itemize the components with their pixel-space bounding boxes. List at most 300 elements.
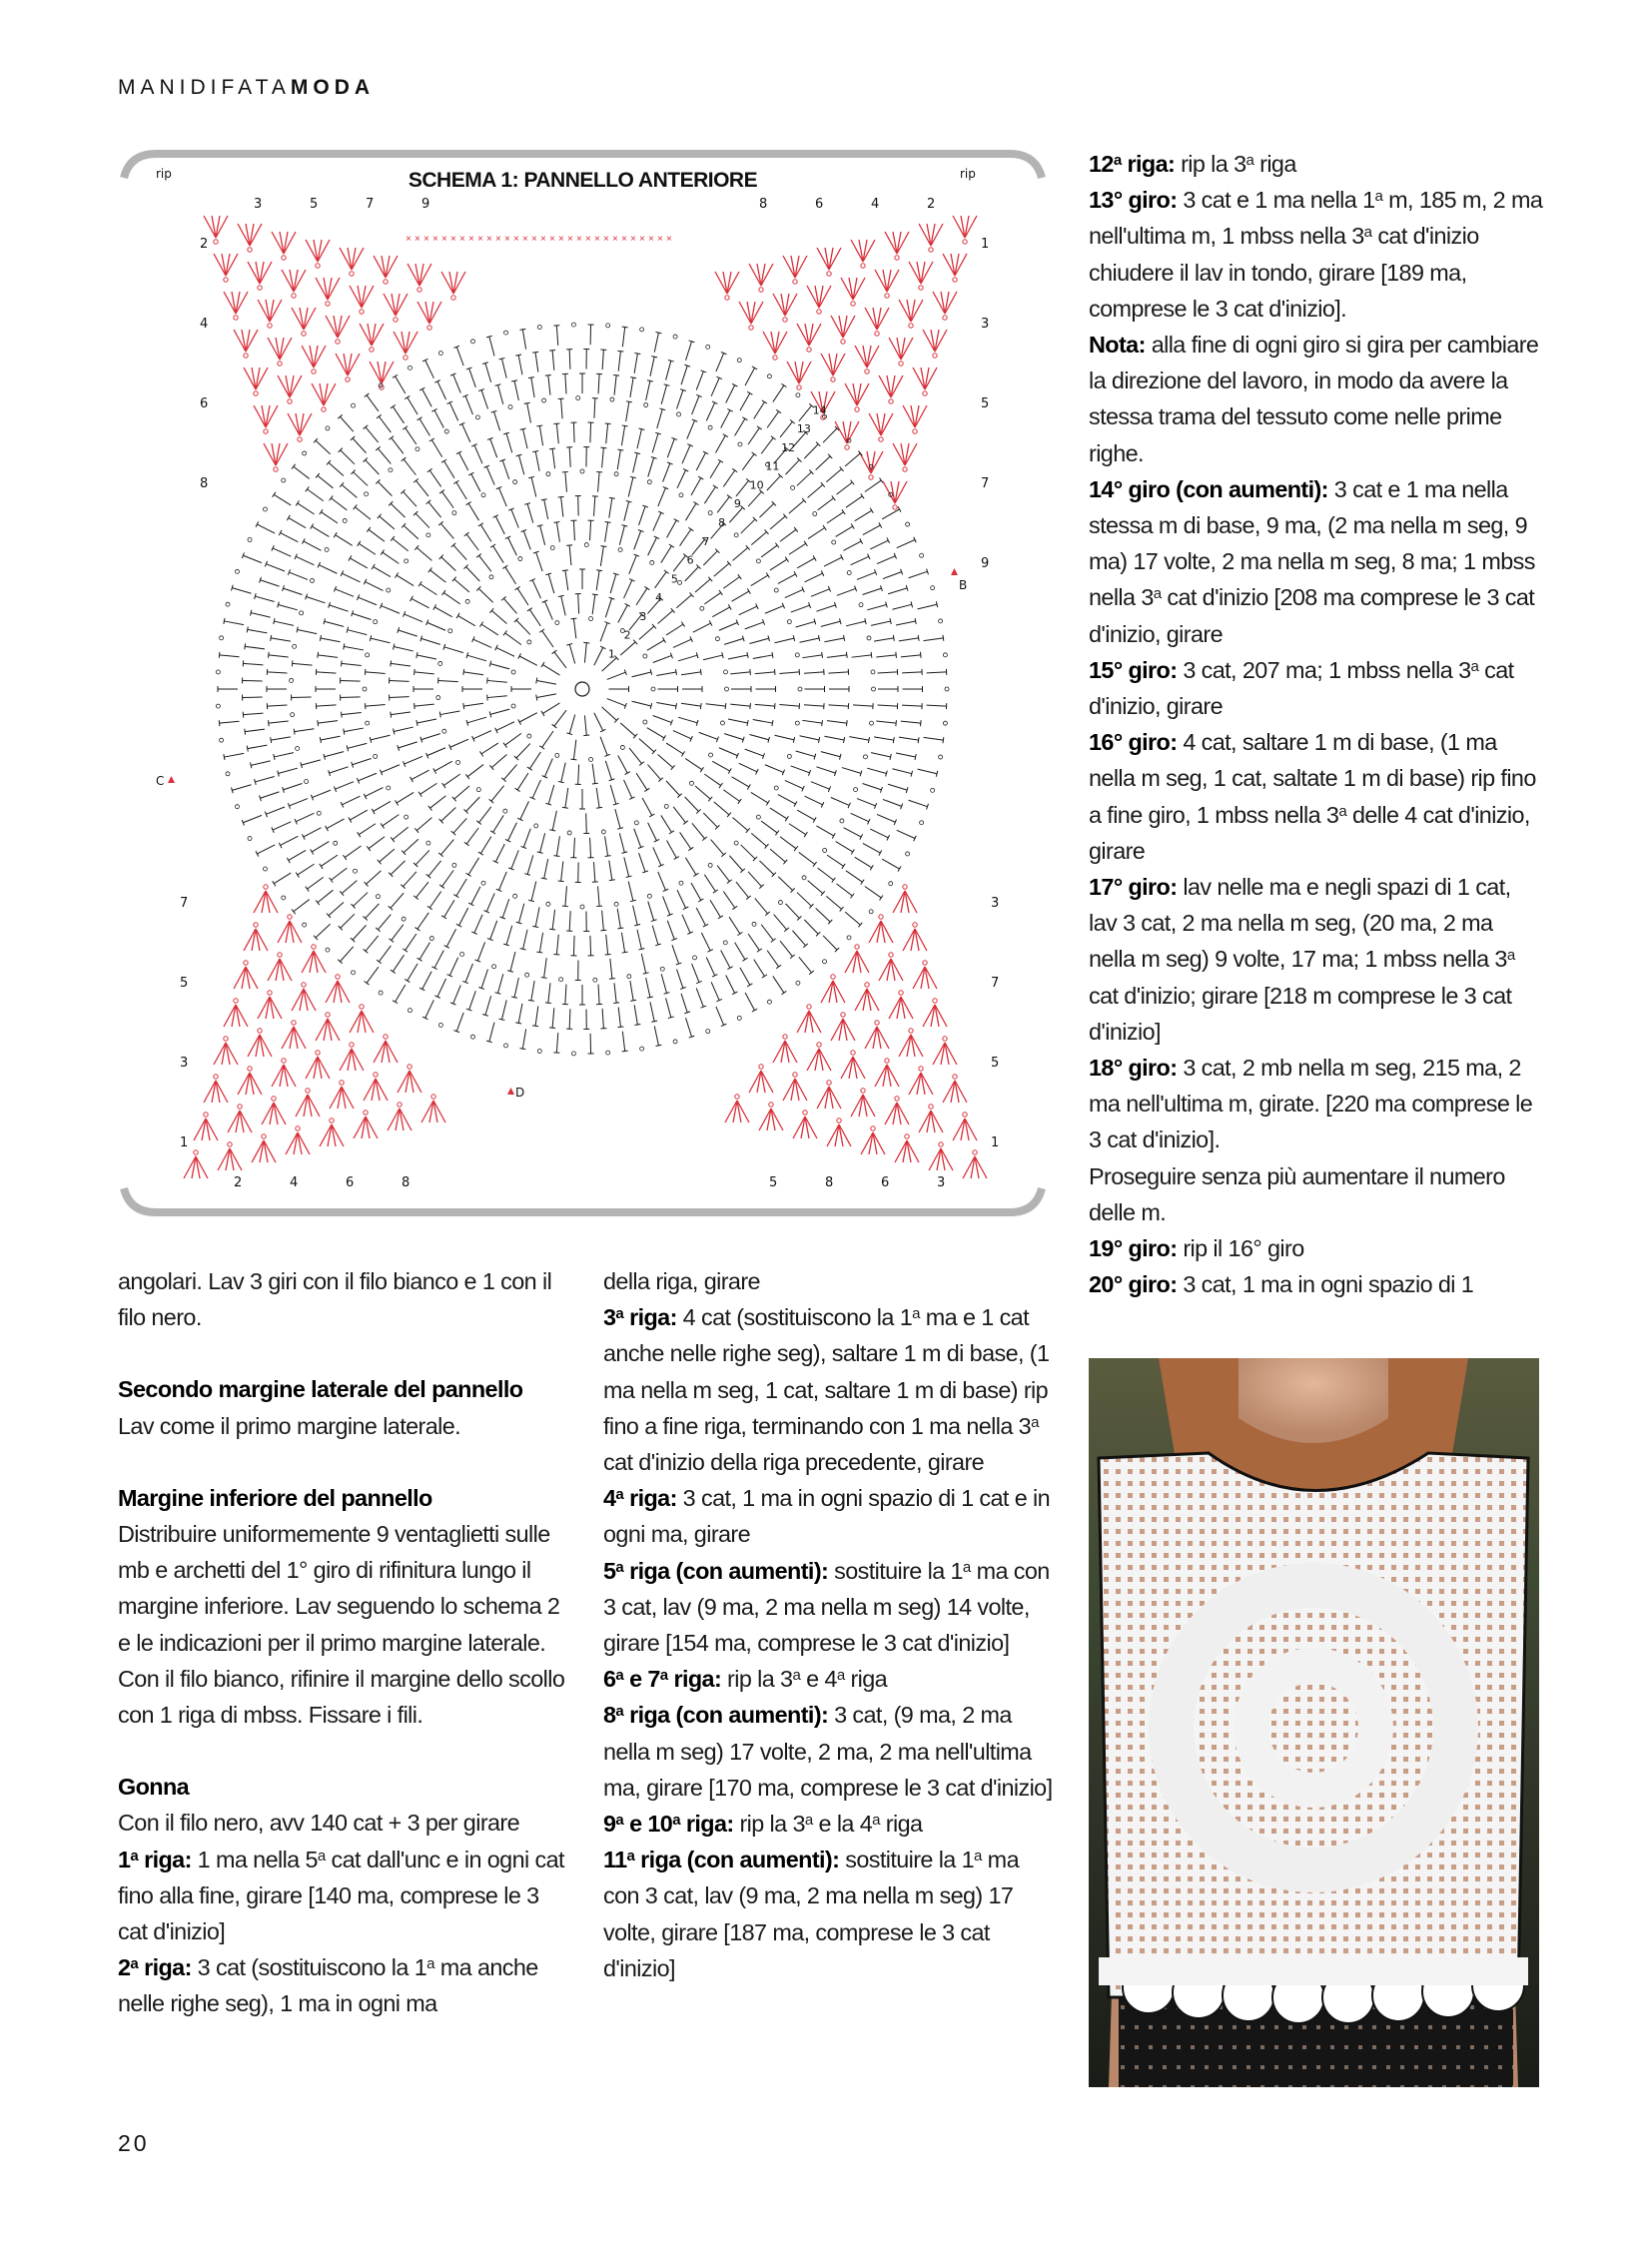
- double-crochet-stitch: [267, 705, 287, 706]
- double-crochet-stitch: [584, 643, 586, 663]
- instruction-step: 11$^a$ riga (con aumenti): sostituire la 1$^a$ ma con 3 cat, lav (9 ma, 2 ma nella m seg) 17 volte, girare [187 ma, comprese le 3 cat d'inizio]: [603, 1847, 1019, 1981]
- double-crochet-stitch: [536, 680, 556, 684]
- chain-stitch: [567, 831, 571, 835]
- double-crochet-stitch: [605, 761, 611, 780]
- chain-stitch: [756, 815, 760, 819]
- double-crochet-stitch: [479, 807, 491, 823]
- double-crochet-stitch: [561, 398, 562, 418]
- double-crochet-stitch: [615, 809, 620, 828]
- double-crochet-stitch: [569, 1009, 570, 1029]
- double-crochet-stitch: [327, 819, 345, 829]
- chain-stitch: [405, 815, 409, 819]
- double-crochet-stitch: [661, 815, 672, 832]
- chain-stitch: [767, 1000, 771, 1004]
- stitch-top: [502, 565, 507, 568]
- double-crochet-stitch: [732, 591, 749, 601]
- double-crochet-stitch: [406, 934, 416, 951]
- double-crochet-stitch: [609, 498, 612, 518]
- double-crochet-stitch: [680, 832, 691, 849]
- double-crochet-stitch: [824, 638, 844, 642]
- double-crochet-stitch: [797, 893, 812, 907]
- double-crochet-stitch: [780, 529, 796, 541]
- double-crochet-stitch: [251, 761, 270, 765]
- chain-stitch: [796, 981, 800, 985]
- stitch-top: [358, 541, 361, 546]
- chain-stitch: [618, 548, 622, 552]
- start-marker-icon: [168, 776, 175, 783]
- double-crochet-stitch: [648, 823, 657, 841]
- chain-stitch: [847, 571, 851, 575]
- stitch-top: [617, 1027, 623, 1028]
- double-crochet-stitch: [657, 409, 663, 428]
- double-crochet-stitch: [532, 780, 540, 798]
- page-number: 20: [118, 2130, 150, 2156]
- double-crochet-stitch: [366, 936, 379, 951]
- chain-stitch: [546, 902, 550, 906]
- double-crochet-stitch: [594, 862, 595, 882]
- chain-stitch: [783, 1035, 787, 1039]
- stitch-top: [541, 878, 547, 879]
- double-crochet-stitch: [846, 496, 862, 507]
- chain-stitch: [725, 687, 729, 691]
- double-crochet-stitch: [446, 929, 455, 947]
- double-crochet-stitch: [797, 558, 814, 568]
- double-crochet-stitch: [774, 915, 787, 930]
- stitch-top: [536, 425, 542, 426]
- double-crochet-stitch: [685, 503, 695, 520]
- stitch-top: [662, 735, 665, 740]
- double-crochet-stitch: [573, 619, 575, 639]
- chain-stitch: [923, 391, 927, 395]
- chain-stitch: [326, 948, 330, 952]
- double-crochet-stitch: [473, 731, 491, 739]
- double-crochet-stitch: [391, 861, 405, 875]
- chain-stitch: [708, 863, 712, 867]
- chain-stitch: [303, 923, 307, 927]
- stitch-top: [528, 377, 534, 378]
- double-crochet-stitch: [542, 703, 559, 714]
- chain-stitch: [827, 272, 831, 276]
- chain-stitch: [300, 611, 304, 615]
- chain-stitch: [475, 415, 479, 419]
- double-crochet-stitch: [927, 672, 947, 673]
- double-crochet-stitch: [552, 910, 554, 930]
- round-number-label: 9: [733, 497, 741, 511]
- chain-stitch: [885, 1059, 889, 1063]
- double-crochet-stitch: [637, 429, 641, 448]
- double-crochet-stitch: [359, 773, 378, 781]
- double-crochet-stitch: [799, 957, 812, 973]
- chain-stitch: [909, 1029, 913, 1033]
- double-crochet-stitch: [243, 815, 262, 822]
- double-crochet-stitch: [816, 605, 835, 611]
- double-crochet-stitch: [535, 907, 539, 927]
- round-number-label: 10: [749, 478, 764, 492]
- stitch-top: [898, 866, 901, 871]
- double-crochet-stitch: [653, 716, 672, 723]
- double-crochet-stitch: [308, 877, 324, 889]
- stitch-top: [683, 821, 688, 825]
- stitch-top: [393, 374, 398, 377]
- double-crochet-stitch: [494, 411, 500, 430]
- double-crochet-stitch: [598, 472, 600, 492]
- round-number-label: 8: [718, 516, 726, 530]
- double-crochet-stitch: [367, 871, 382, 884]
- chain-stitch: [885, 294, 889, 298]
- step-label: 19° giro:: [1089, 1235, 1178, 1262]
- row-number-label: 7: [981, 476, 990, 491]
- chain-stitch: [679, 493, 683, 497]
- double-crochet-stitch: [344, 646, 364, 650]
- double-crochet-stitch: [371, 735, 390, 740]
- double-crochet-stitch: [468, 503, 478, 520]
- double-crochet-stitch: [548, 375, 550, 395]
- double-crochet-stitch: [390, 697, 410, 698]
- chain-stitch: [405, 559, 409, 563]
- chain-stitch: [734, 533, 738, 537]
- double-crochet-stitch: [770, 849, 785, 862]
- stitch-top: [499, 1019, 505, 1020]
- stitch-top: [463, 669, 464, 675]
- double-crochet-stitch: [681, 366, 687, 384]
- stitch-top: [896, 720, 897, 726]
- double-crochet-stitch: [419, 418, 429, 435]
- double-crochet-stitch: [359, 543, 376, 554]
- chain-stitch: [614, 902, 618, 906]
- crochet-chart-drawing: [116, 148, 1050, 1218]
- double-crochet-stitch: [639, 626, 654, 639]
- double-crochet-stitch: [624, 857, 629, 876]
- double-crochet-stitch: [602, 447, 604, 467]
- chain-stitch: [871, 670, 875, 674]
- single-crochet-stitch: ×: [621, 234, 627, 245]
- double-crochet-stitch: [678, 655, 697, 661]
- stitch-top: [766, 800, 769, 805]
- double-crochet-stitch: [871, 753, 891, 757]
- double-crochet-stitch: [892, 769, 911, 774]
- double-crochet-stitch: [341, 914, 355, 928]
- chain-stitch: [234, 999, 238, 1003]
- double-crochet-stitch: [392, 437, 404, 453]
- chain-stitch: [398, 1103, 402, 1107]
- chain-stitch: [787, 754, 791, 758]
- double-crochet-stitch: [754, 960, 765, 977]
- chain-stitch: [945, 687, 949, 691]
- stitch-top: [552, 650, 557, 654]
- chain-stitch: [832, 540, 836, 544]
- double-crochet-stitch: [466, 797, 480, 811]
- stitch-top: [519, 1049, 525, 1050]
- double-crochet-stitch: [618, 1007, 620, 1027]
- stitch-top: [583, 642, 589, 643]
- double-crochet-stitch: [293, 663, 313, 665]
- double-crochet-stitch: [745, 993, 754, 1011]
- row-number-label: 7: [180, 896, 189, 911]
- stitch-top: [558, 595, 564, 596]
- stitch-top: [622, 1051, 628, 1052]
- chain-stitch: [350, 272, 354, 276]
- stitch-top: [644, 788, 649, 791]
- chain-stitch: [235, 805, 239, 809]
- chain-stitch: [503, 809, 507, 813]
- double-crochet-stitch: [606, 423, 608, 443]
- stitch-top: [600, 447, 606, 448]
- double-crochet-stitch: [594, 398, 595, 418]
- double-crochet-stitch: [341, 680, 361, 681]
- double-crochet-stitch: [826, 896, 841, 909]
- stitch-top: [558, 781, 564, 782]
- double-crochet-stitch: [514, 380, 518, 400]
- double-crochet-stitch: [824, 557, 842, 566]
- stitch-top: [793, 737, 794, 743]
- double-crochet-stitch: [467, 717, 486, 723]
- double-crochet-stitch: [789, 543, 806, 554]
- stitch-top: [776, 965, 781, 968]
- double-crochet-stitch: [393, 538, 409, 550]
- stitch-top: [553, 954, 559, 955]
- chain-stitch: [802, 876, 806, 880]
- double-crochet-stitch: [704, 592, 720, 603]
- double-crochet-stitch: [642, 798, 652, 816]
- stitch-top: [822, 652, 823, 658]
- stitch-top: [515, 788, 520, 791]
- double-crochet-stitch: [614, 375, 616, 395]
- stitch-top: [393, 1001, 398, 1004]
- double-crochet-stitch: [573, 422, 574, 442]
- chain-stitch: [387, 786, 391, 790]
- double-crochet-stitch: [590, 520, 591, 540]
- double-crochet-stitch: [701, 933, 710, 951]
- double-crochet-stitch: [491, 754, 506, 767]
- chain-stitch: [837, 1119, 841, 1122]
- chain-stitch: [823, 849, 827, 853]
- double-crochet-stitch: [342, 573, 360, 582]
- double-crochet-stitch: [519, 455, 524, 474]
- stitch-top: [634, 1024, 640, 1025]
- double-crochet-stitch: [393, 955, 404, 972]
- stitch-top: [681, 622, 684, 627]
- stitch-top: [429, 438, 434, 441]
- double-crochet-stitch: [243, 680, 263, 681]
- stitch-top: [700, 767, 703, 772]
- double-crochet-stitch: [656, 702, 676, 706]
- double-crochet-stitch: [366, 582, 384, 591]
- double-crochet-stitch: [425, 1000, 434, 1018]
- row-number-label: 2: [234, 1175, 243, 1190]
- stitch-top: [402, 457, 407, 461]
- double-crochet-stitch: [639, 506, 646, 525]
- stitch-top: [414, 703, 415, 709]
- stitch-top: [520, 428, 526, 429]
- stitch-top: [842, 509, 845, 514]
- single-crochet-stitch: ×: [549, 234, 555, 245]
- double-crochet-stitch: [453, 985, 461, 1004]
- stitch-top: [427, 468, 432, 471]
- chain-stitch: [879, 915, 883, 919]
- double-crochet-stitch: [318, 890, 334, 903]
- double-crochet-stitch: [437, 381, 446, 399]
- double-crochet-stitch: [849, 737, 869, 741]
- double-crochet-stitch: [851, 813, 869, 821]
- double-crochet-stitch: [573, 838, 574, 858]
- double-crochet-stitch: [556, 326, 557, 346]
- double-crochet-stitch: [677, 890, 686, 908]
- chain-stitch: [550, 546, 554, 550]
- stitch-top: [609, 979, 615, 980]
- stitch-top: [536, 952, 542, 953]
- double-crochet-stitch: [598, 886, 600, 906]
- double-crochet-stitch: [274, 621, 294, 625]
- double-crochet-stitch: [273, 548, 291, 556]
- chain-stitch: [715, 637, 719, 641]
- double-crochet-stitch: [621, 933, 624, 953]
- paragraph-gap: [118, 1335, 567, 1371]
- double-crochet-stitch: [522, 330, 525, 350]
- double-crochet-stitch: [467, 765, 483, 777]
- double-crochet-stitch: [828, 672, 848, 673]
- double-crochet-stitch: [548, 785, 554, 804]
- chain-stitch: [679, 881, 683, 885]
- double-crochet-stitch: [518, 1004, 522, 1024]
- instruction-step: 15° giro: 3 cat, 207 ma; 1 mbss nella 3$^a$ cat d'inizio, girare: [1089, 656, 1514, 720]
- double-crochet-stitch: [342, 796, 360, 805]
- double-crochet-stitch: [836, 482, 852, 494]
- chain-stitch: [929, 248, 933, 252]
- stitch-top: [391, 712, 392, 718]
- double-crochet-stitch: [796, 751, 815, 757]
- stitch-top: [718, 916, 723, 919]
- chain-stitch: [374, 1073, 378, 1077]
- round-number-label: 6: [686, 553, 694, 567]
- double-crochet-stitch: [471, 887, 480, 905]
- stitch-top: [396, 573, 399, 578]
- double-crochet-stitch: [751, 532, 766, 545]
- chain-stitch: [442, 729, 446, 733]
- stitch-top: [775, 543, 779, 548]
- chain-stitch: [508, 405, 512, 409]
- stitch-top: [247, 626, 248, 632]
- double-crochet-stitch: [857, 572, 876, 579]
- double-crochet-stitch: [382, 765, 400, 773]
- double-crochet-stitch: [696, 908, 705, 926]
- stitch-top: [772, 720, 773, 726]
- chain-stitch: [374, 620, 378, 624]
- double-crochet-stitch: [804, 672, 824, 673]
- double-crochet-stitch: [503, 765, 516, 780]
- double-crochet-stitch: [901, 721, 921, 723]
- double-crochet-stitch: [761, 437, 773, 453]
- double-crochet-stitch: [271, 737, 291, 740]
- double-crochet-stitch: [544, 758, 552, 776]
- double-crochet-stitch: [826, 469, 841, 482]
- chain-stitch: [580, 469, 584, 473]
- double-crochet-stitch: [359, 597, 378, 605]
- chain-stitch: [504, 1044, 508, 1048]
- double-crochet-stitch: [870, 829, 888, 838]
- double-crochet-stitch: [573, 520, 574, 540]
- chain-stitch: [767, 374, 771, 378]
- double-crochet-stitch: [441, 557, 456, 571]
- double-crochet-stitch: [421, 734, 440, 740]
- double-crochet-stitch: [761, 821, 777, 833]
- stitch-top: [349, 555, 352, 560]
- double-crochet-stitch: [831, 797, 849, 805]
- double-crochet-stitch: [658, 488, 666, 506]
- stitch-top: [245, 729, 246, 735]
- chain-stitch: [614, 472, 618, 476]
- chain-stitch: [708, 511, 712, 515]
- stitch-top: [781, 991, 786, 994]
- stitch-top: [414, 669, 415, 675]
- stitch-top: [464, 842, 469, 846]
- instruction-step: 3$^a$ riga: 4 cat (sostituiscono la 1$^a$ ma e 1 cat anche nelle righe seg), saltare 1 m di base, (1 ma nella m seg, 1 cat, saltare 1 m di base) rip fino a fine riga, terminando con 1 ma nella 3$^a$ cat d'inizio della riga precedente, girare: [603, 1304, 1050, 1476]
- double-crochet-stitch: [540, 833, 545, 852]
- chain-stitch: [943, 721, 947, 725]
- stitch-top: [732, 906, 737, 909]
- double-crochet-stitch: [379, 946, 391, 962]
- stitch-top: [320, 737, 321, 743]
- double-crochet-stitch: [753, 720, 773, 724]
- double-crochet-stitch: [673, 731, 691, 739]
- chain-stitch: [559, 978, 563, 982]
- stitch-top: [391, 405, 396, 408]
- stitch-top: [372, 564, 375, 569]
- double-crochet-stitch: [467, 655, 486, 661]
- single-crochet-stitch: ×: [513, 234, 519, 245]
- double-crochet-stitch: [511, 850, 518, 869]
- double-crochet-stitch: [646, 978, 650, 998]
- stitch-top: [727, 880, 732, 884]
- stitch-top: [294, 729, 295, 735]
- stitch-top: [832, 878, 836, 883]
- double-crochet-stitch: [505, 633, 521, 645]
- stitch-top: [644, 586, 649, 589]
- double-crochet-stitch: [618, 755, 627, 773]
- stitch-top: [269, 720, 270, 726]
- stitch-top: [688, 527, 693, 530]
- chain-stitch: [346, 377, 350, 381]
- double-crochet-stitch: [726, 975, 735, 993]
- stitch-top: [549, 351, 555, 352]
- chain-stitch: [709, 753, 713, 757]
- double-crochet-stitch: [710, 900, 720, 917]
- chain-stitch: [470, 340, 474, 344]
- double-crochet-stitch: [519, 713, 537, 722]
- stitch-top: [320, 635, 321, 641]
- double-crochet-stitch: [620, 642, 635, 655]
- double-crochet-stitch: [629, 748, 641, 764]
- stitch-top: [609, 880, 615, 881]
- double-crochet-stitch: [755, 898, 768, 913]
- stitch-top: [698, 476, 703, 479]
- round-number-label: 2: [623, 628, 631, 642]
- double-crochet-stitch: [874, 737, 894, 740]
- double-crochet-stitch: [686, 1018, 692, 1037]
- double-crochet-stitch: [754, 402, 765, 419]
- double-crochet-stitch: [797, 472, 812, 486]
- chain-stitch: [920, 553, 924, 557]
- double-crochet-stitch: [403, 872, 415, 887]
- double-crochet-stitch: [773, 976, 784, 993]
- stitch-top: [643, 973, 649, 974]
- double-crochet-stitch: [811, 589, 830, 597]
- double-crochet-stitch: [454, 786, 469, 799]
- stitch-top: [394, 729, 395, 735]
- double-crochet-stitch: [341, 450, 355, 464]
- round-number-label: 12: [781, 440, 796, 454]
- double-crochet-stitch: [312, 790, 331, 797]
- double-crochet-stitch: [318, 475, 334, 488]
